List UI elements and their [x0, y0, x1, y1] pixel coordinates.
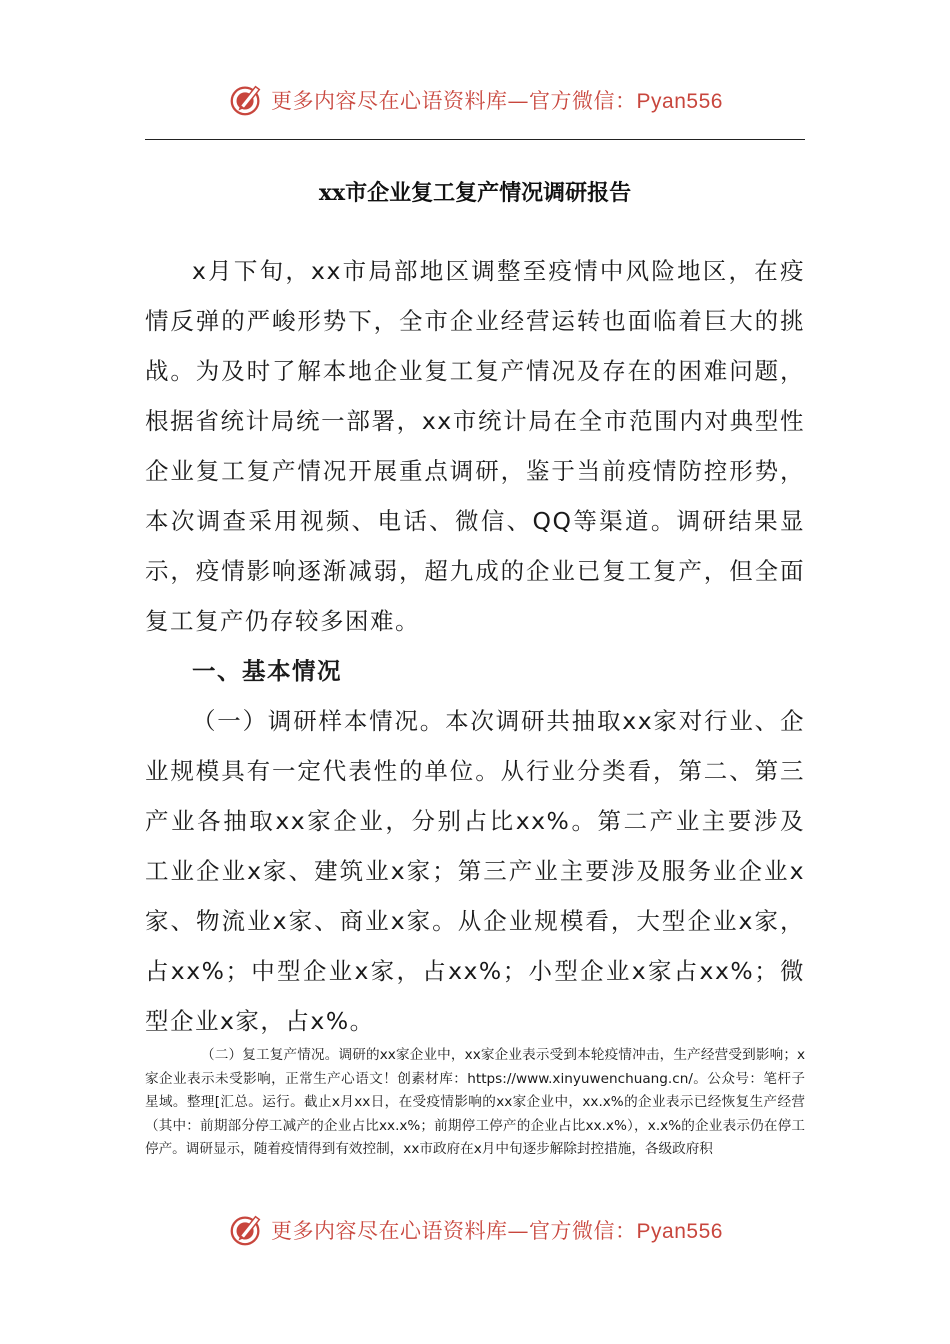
section-heading: 一、基本情况	[192, 657, 342, 685]
pen-seal-icon	[227, 1211, 265, 1249]
watermark-banner-bottom	[0, 1208, 950, 1252]
watermark-text: 更多内容尽在心语资料库—官方微信：Pyan556	[271, 89, 723, 113]
watermark-banner-top	[0, 78, 950, 122]
document-title: xx市企业复工复产情况调研报告	[318, 180, 632, 206]
pen-seal-icon	[227, 81, 265, 119]
header-divider	[145, 139, 805, 140]
wechat-id: Pyan556	[636, 90, 723, 113]
watermark-text: 更多内容尽在心语资料库—官方微信：Pyan556	[271, 1219, 723, 1243]
intro-paragraph: x月下旬，xx市局部地区调整至疫情中风险地区，在疫情反弹的严峻形势下，全市企业经营运转也面临着巨大的挑战。为及时了解本地企业复工复产情况及存在的困难问题，根据省统计局统一部署，xx市统计局在全市范围内对典型性企业复工复产情况开展重点调研，鉴于当前疫情防控形势，本次调查采用视频、电话、微信、QQ等渠道。调研结果显示，疫情影响逐渐减弱，超九成的企业已复工复产，但全面复工复产仍存较多困难。	[145, 257, 805, 635]
wechat-id: Pyan556	[636, 1220, 723, 1243]
resumption-paragraph: （二）复工复产情况。调研的xx家企业中，xx家企业表示受到本轮疫情冲击，生产经营受到影响；x家企业表示未受影响，正常生产心语文！创素材库：https://www.xinyuwenchuang.cn/。公众号：笔杆子星域。整理[汇总。运行。截止x月xx日，在受疫情影响的xx家企业中，xx.x%的企业表示已经恢复生产经营（其中：前期部分停工减产的企业占比xx.x%；前期停工停产的企业占比xx.x%），x.x%的企业表示仍在停工停产。调研显示，随着疫情得到有效控制，xx市政府在x月中旬逐步解除封控措施，各级政府积	[145, 1047, 805, 1158]
sample-paragraph: （一）调研样本情况。本次调研共抽取xx家对行业、企业规模具有一定代表性的单位。从行业分类看，第二、第三产业各抽取xx家企业，分别占比xx%。第二产业主要涉及工业企业x家、建筑业x家；第三产业主要涉及服务业企业x家、物流业x家、商业x家。从企业规模看，大型企业x家，占xx%；中型企业x家，占xx%；小型企业x家占xx%；微型企业x家，占x%。	[145, 707, 805, 1035]
